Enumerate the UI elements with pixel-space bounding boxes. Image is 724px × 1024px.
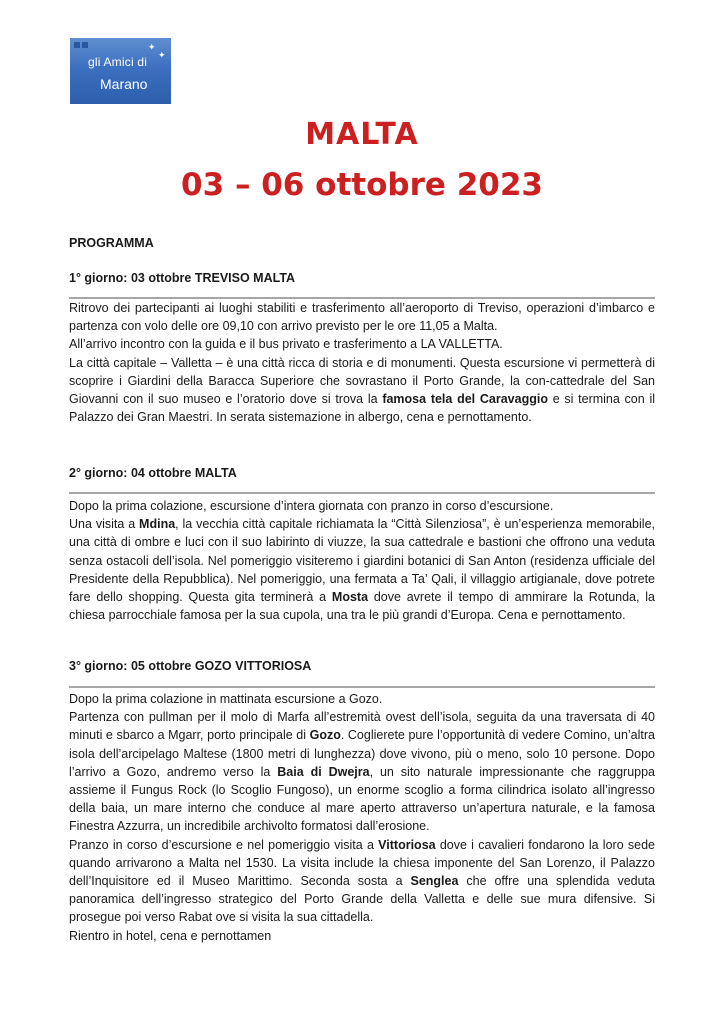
logo-text-line2: Marano xyxy=(100,76,148,92)
day-1-body xyxy=(69,299,655,426)
star-icon: ✦ xyxy=(158,50,166,60)
document-dates: 03 – 06 ottobre 2023 xyxy=(181,167,543,203)
day-2-paragraph: Dopo la prima colazione, escursione d’intera giornata con pranzo in corso d’escursione. xyxy=(69,499,554,513)
day-3-heading: 3° giorno: 05 ottobre GOZO VITTORIOSA xyxy=(69,659,312,673)
day-3-body xyxy=(69,690,655,945)
day-2-paragraph: Una visita a Mdina, la vecchia città capitale richiamata la “Città Silenziosa”, è un’esperienza memorabile, una città di ombre e luci con il suo labirinto di viuzze, la sua cattedrale e bastioni che offrono una veduta senza ostacoli dell’isola. Nel pomeriggio visiteremo i giardini botanici di San Anton (residenza ufficiale del Presidente della Repubblica). Nel pomeriggio, una fermata a Ta’ Qali, il villaggio artigianale, dove potrete fare dello shopping. Questa gita terminerà a Mosta dove avrete il tempo di ammirare la Rotunda, la chiesa parrocchiale famosa per la sua cupola, una tra le più grandi d’Europa. Cena e pernottamento. xyxy=(69,517,655,623)
day-3-divider xyxy=(69,686,655,688)
day-3-paragraph: Partenza con pullman per il molo di Marfa all’estremità ovest dell’isola, seguita da una traversata di 40 minuti e sbarco a Mgarr, porto principale di Gozo. Coglierete pure l’opportunità di vedere Comino, un’altra isola dell’arcipelago Maltese (1800 metri di lunghezza) dove vivono, più o meno, solo 10 persone. Dopo l’arrivo a Gozo, andremo verso la Baia di Dwejra, un sito naturale impressionante che raggruppa assieme il Fungus Rock (lo Scoglio Fungoso), un enorme scoglio a forma cilindrica isolato all’ingresso della baia, un mare interno che conduce al mare aperto attraverso un’apertura naturale, e la famosa Finestra Azzurra, un incredibile archivolto formatosi dall’erosione. xyxy=(69,710,655,834)
day-2-body xyxy=(69,497,655,624)
day-3-paragraph: Pranzo in corso d’escursione e nel pomeriggio visita a Vittoriosa dove i cavalieri fondarono la loro sede quando arrivarono a Malta nel 1530. La visita include la chiesa imponente del San Lorenzo, il Palazzo dell’Inquisitore ed il Museo Marittimo. Seconda sosta a Senglea che offre una splendida veduta panoramica dell’ingresso strategico del Porto Grande della Valletta e delle sue mura difensive. Si prosegue poi verso Rabat ove si visita la sua cittadella. xyxy=(69,837,655,925)
day-3-paragraph: Rientro in hotel, cena e pernottamen xyxy=(69,928,272,943)
programma-heading: PROGRAMMA xyxy=(69,236,154,250)
logo-text-line1: gli Amici di xyxy=(88,55,148,69)
logo-square xyxy=(74,42,80,48)
document-title: MALTA xyxy=(305,117,419,152)
day-2-heading: 2° giorno: 04 ottobre MALTA xyxy=(69,466,237,480)
logo-square xyxy=(82,42,88,48)
logo xyxy=(70,38,171,104)
day-3-paragraph: Dopo la prima colazione in mattinata escursione a Gozo. xyxy=(69,692,383,706)
day-1-paragraph: La città capitale – Valletta – è una città ricca di storia e di monumenti. Questa escursione vi permetterà di scoprire i Giardini della Baracca Superiore che sovrastano il Porto Grande, la con-cattedrale del San Giovanni con il suo museo e l’oratorio dove si trova la famosa tela del Caravaggio e si termina con il Palazzo dei Gran Maestri. In serata sistemazione in albergo, cena e pernottamento. xyxy=(69,355,655,425)
day-1-paragraph: Ritrovo dei partecipanti ai luoghi stabiliti e trasferimento all’aeroporto di Treviso, operazioni d’imbarco e partenza con volo delle ore 09,10 con arrivo previsto per le ore 11,05 a Malta. xyxy=(69,301,655,334)
star-icon: ✦ xyxy=(148,42,156,52)
day-1-paragraph: All’arrivo incontro con la guida e il bus privato e trasferimento a LA VALLETTA. xyxy=(69,337,503,352)
day-1-heading: 1° giorno: 03 ottobre TREVISO MALTA xyxy=(69,271,296,285)
day-2-divider xyxy=(69,492,655,494)
